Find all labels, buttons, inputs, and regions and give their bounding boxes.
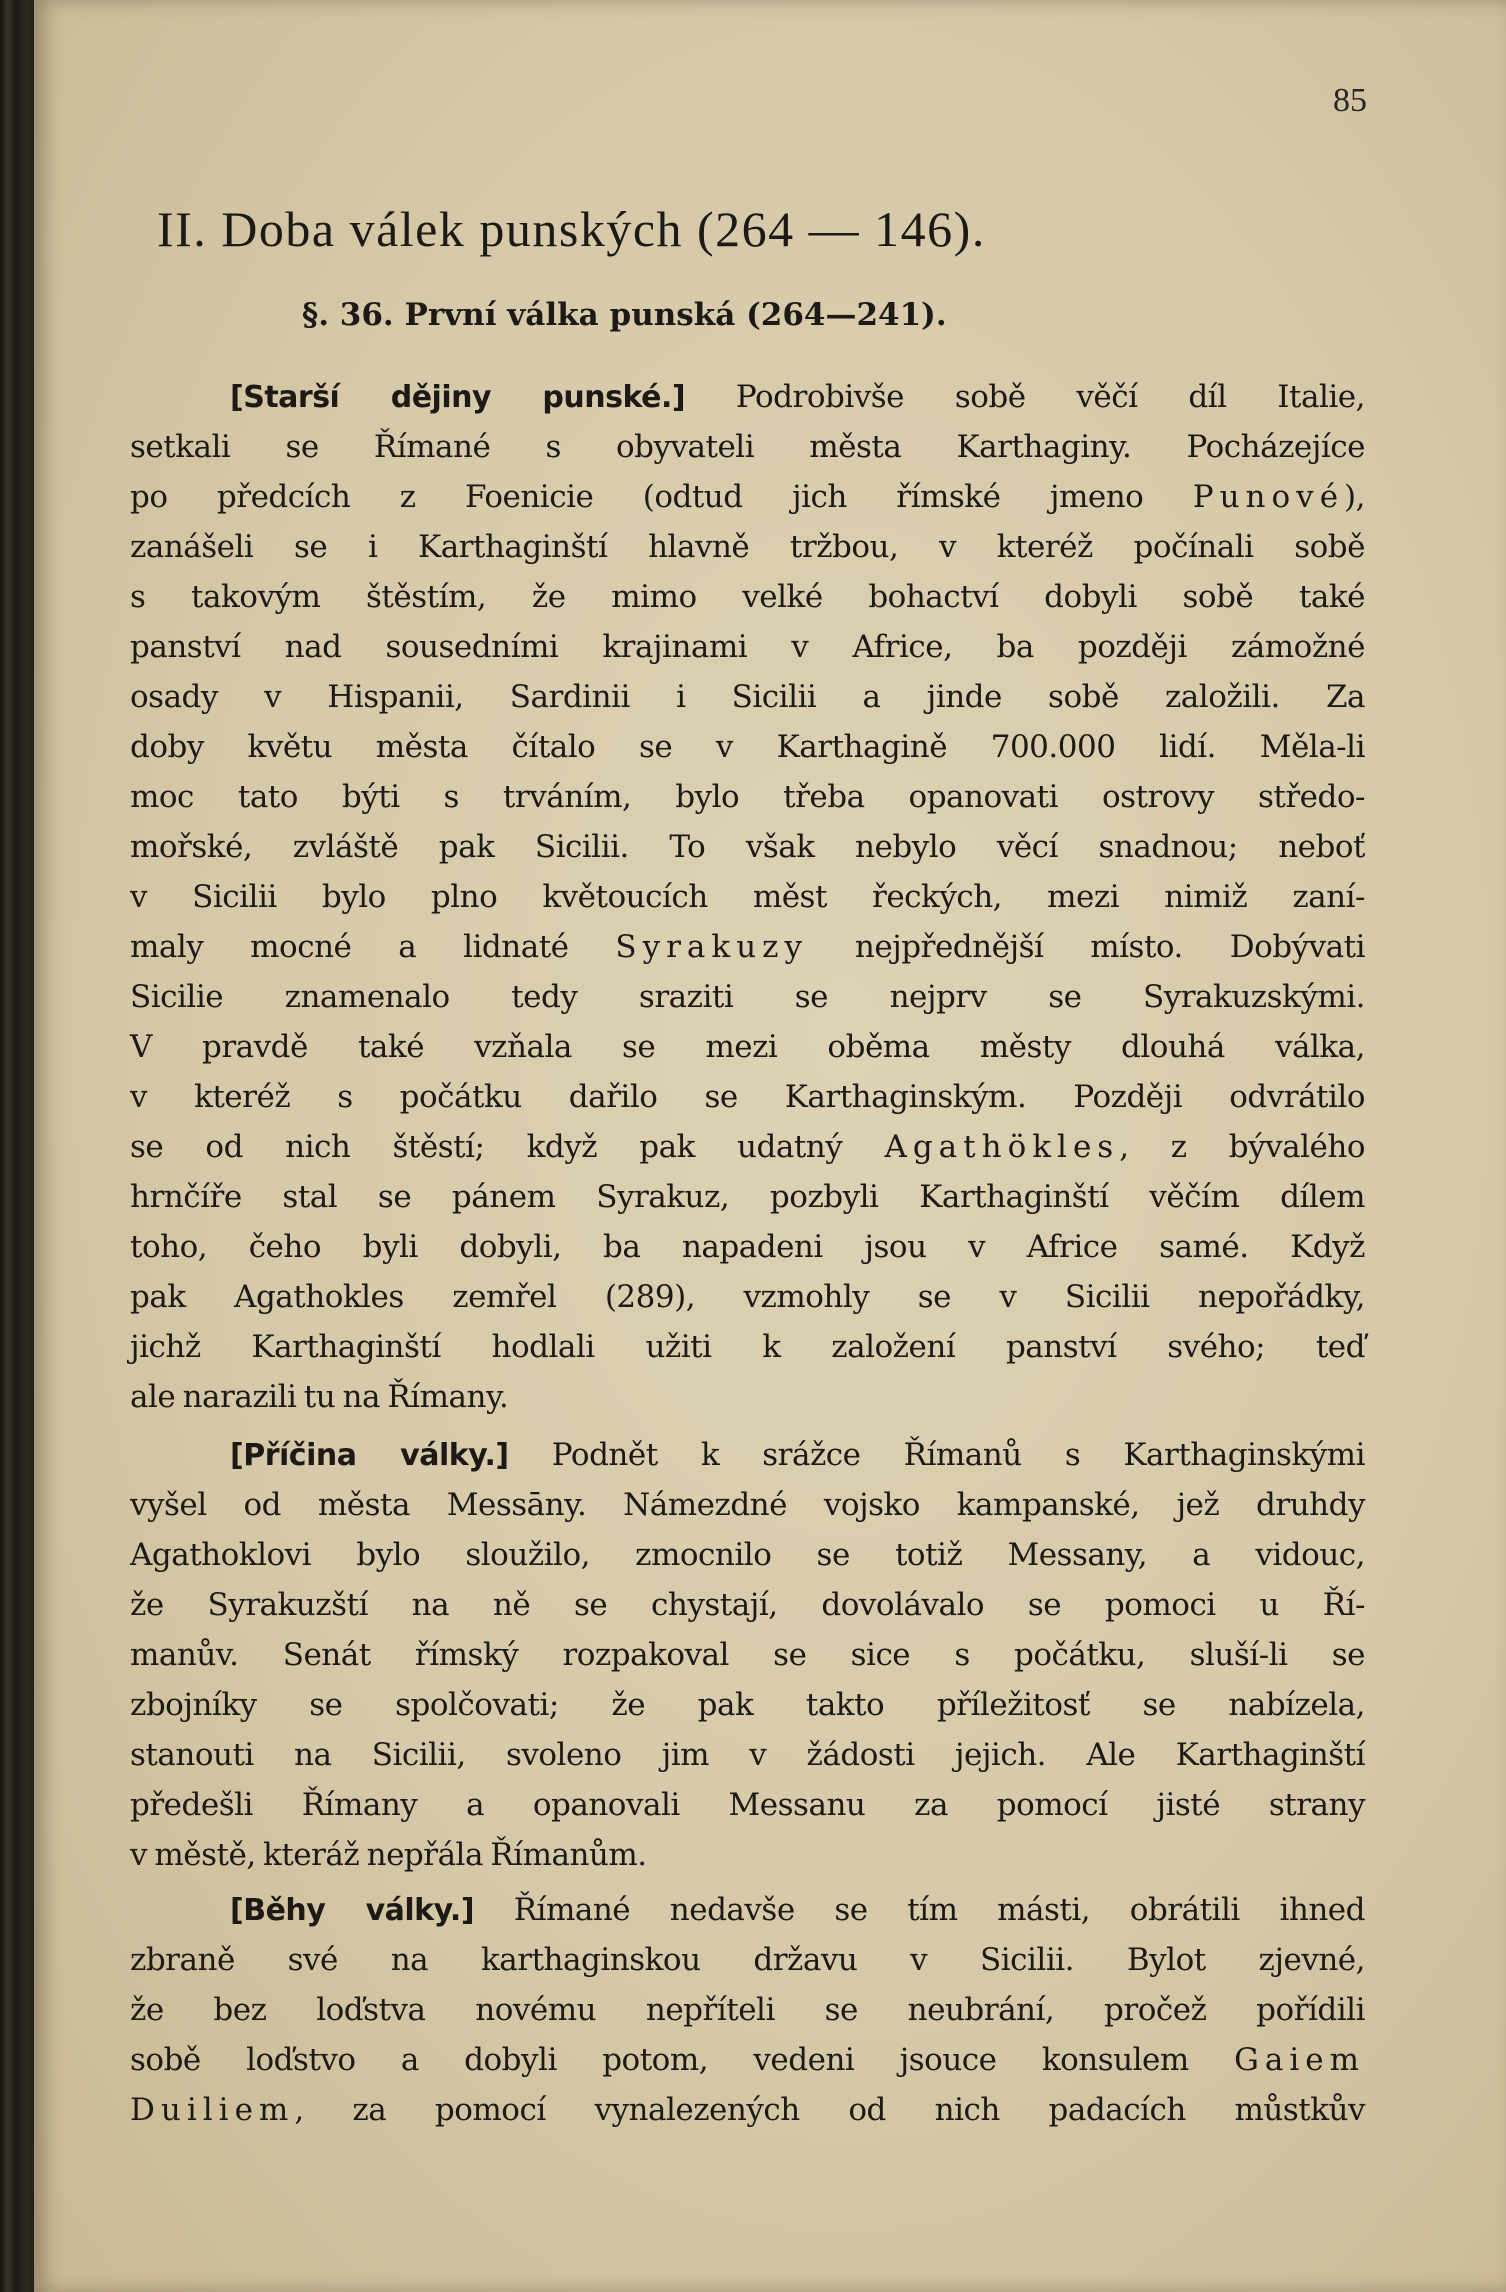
- text-line: [230, 1433, 1365, 1478]
- book-page: [34, 0, 1506, 2292]
- text-line: že bez loďstva novému nepříteli se neubrání, pročež pořídili: [130, 1992, 1365, 2028]
- text-line: v Sicilii bylo plno květoucích měst řeckých, mezi nimiž zaní-: [130, 879, 1365, 915]
- text-line: zanášeli se i Karthaginští hlavně tržbou, v kteréž počínali sobě: [130, 529, 1365, 565]
- text-line: jichž Karthaginští hodlali užiti k založení panství svého; teď: [130, 1329, 1365, 1365]
- text-line: se od nich štěstí; když pak udatný Agathökles, z bývalého: [130, 1129, 1365, 1165]
- text-line: setkali se Římané s obyvateli města Karthaginy. Pocházejíce: [130, 429, 1365, 465]
- text-line: Sicilie znamenalo tedy sraziti se nejprv se Syrakuzskými.: [130, 979, 1365, 1015]
- text-line: hrnčíře stal se pánem Syrakuz, pozbyli Karthaginští věčím dílem: [130, 1179, 1365, 1215]
- text-line: že Syrakuzští na ně se chystají, dovolávalo se pomoci u Ří-: [130, 1587, 1365, 1623]
- text-line: ale narazili tu na Římany.: [130, 1379, 509, 1415]
- side-heading-1: [Starší dějiny punské.]: [230, 380, 686, 415]
- chapter-title: II. Doba válek punských (264 — 146).: [157, 201, 986, 257]
- text-line: zbraně své na karthaginskou državu v Sicilii. Bylot zjevné,: [130, 1942, 1365, 1978]
- text-line-content: Podnět k srážce Římanů s Karthaginskými: [551, 1437, 1365, 1473]
- page-number: 85: [1333, 82, 1367, 119]
- text-line: stanouti na Sicilii, svoleno jim v žádosti jejich. Ale Karthaginští: [130, 1737, 1365, 1773]
- text-line: v kteréž s počátku dařilo se Karthaginským. Později odvrátilo: [130, 1079, 1365, 1115]
- text-line: manův. Senát římský rozpakoval se sice s počátku, sluší-li se: [130, 1637, 1365, 1673]
- text-line: maly mocné a lidnaté Syrakuzy nejpřednější místo. Dobývati: [130, 929, 1365, 965]
- text-line: vyšel od města Messāny. Námezdné vojsko kampanské, jež druhdy: [130, 1487, 1365, 1523]
- text-line: po předcích z Foenicie (odtud jich římské jmeno Punové),: [130, 479, 1365, 515]
- text-line: zbojníky se spolčovati; že pak takto příležitosť se nabízela,: [130, 1687, 1365, 1723]
- text-line: s takovým štěstím, že mimo velké bohactví dobyli sobě také: [130, 579, 1365, 615]
- text-line: mořské, zvláště pak Sicilii. To však nebylo věcí snadnou; neboť: [130, 829, 1365, 865]
- text-line: sobě loďstvo a dobyli potom, vedeni jsouce konsulem Gaiem: [130, 2042, 1365, 2078]
- text-line: toho, čeho byli dobyli, ba napadeni jsou v Africe samé. Když: [130, 1229, 1365, 1265]
- text-line: v městě, kteráž nepřála Římanům.: [130, 1837, 647, 1873]
- text-line: panství nad sousedními krajinami v Africe, ba později zámožné: [130, 629, 1365, 665]
- text-line: osady v Hispanii, Sardinii i Sicilii a jinde sobě založili. Za: [130, 679, 1365, 715]
- side-heading-3: [Běhy války.]: [230, 1893, 475, 1928]
- text-line: V pravdě také vzňala se mezi oběma městy dlouhá válka,: [130, 1029, 1365, 1065]
- section-title: §. 36. První válka punská (264—241).: [302, 297, 947, 333]
- side-heading-2: [Příčina války.]: [230, 1438, 509, 1473]
- text-line: Agathoklovi bylo sloužilo, zmocnilo se totiž Messany, a vidouc,: [130, 1537, 1365, 1573]
- text-line: pak Agathokles zemřel (289), vzmohly se v Sicilii nepořádky,: [130, 1279, 1365, 1315]
- text-line: moc tato býti s trváním, bylo třeba opanovati ostrovy středo-: [130, 779, 1365, 815]
- text-line-content: Podrobivše sobě věčí díl Italie,: [735, 379, 1366, 415]
- text-line: [230, 375, 1365, 420]
- text-line-content: Římané nedavše se tím másti, obrátili ihned: [513, 1892, 1365, 1928]
- text-line: předešli Římany a opanovali Messanu za pomocí jisté strany: [130, 1787, 1365, 1823]
- text-line: [230, 1888, 1365, 1933]
- text-line: doby květu města čítalo se v Karthagině 700.000 lidí. Měla-li: [130, 729, 1365, 765]
- text-line: Duiliem, za pomocí vynalezených od nich padacích můstkův: [130, 2092, 1365, 2128]
